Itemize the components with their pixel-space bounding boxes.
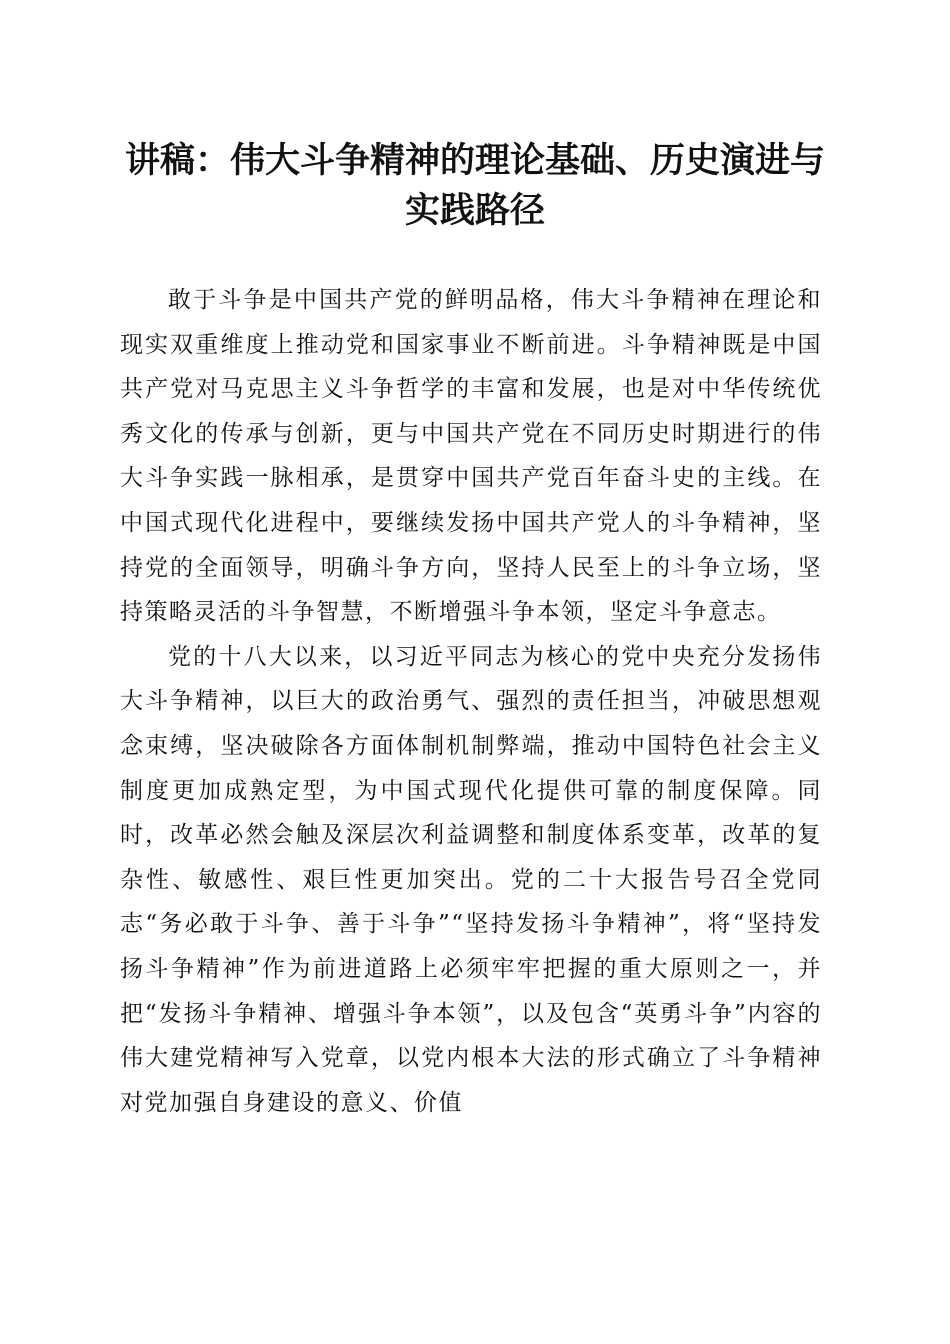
body-text bbox=[120, 278, 822, 1125]
paragraph-2: 党的十八大以来，以习近平同志为核心的党中央充分发扬伟大斗争精神，以巨大的政治勇气、强烈的责任担当，冲破思想观念束缚，坚决破除各方面体制机制弊端，推动中国特色社会主义制度更加成熟定型，为中国式现代化提供可靠的制度保障。同时，改革必然会触及深层次利益调整和制度体系变革，改革的复杂性、敏感性、艰巨性更加突出。党的二十大报告号召全党同志“务必敢于斗争、善于斗争”“坚持发扬斗争精神”，将“坚持发扬斗争精神”作为前进道路上必须牢牢把握的重大原则之一，并把“发扬斗争精神、增强斗争本领”，以及包含“英勇斗争”内容的伟大建党精神写入党章，以党内根本大法的形式确立了斗争精神对党加强自身建设的意义、价值 bbox=[120, 643, 822, 1116]
title-line-1: 讲稿：伟大斗争精神的理论基础、历史演进与 bbox=[124, 140, 825, 181]
page-title bbox=[110, 136, 840, 236]
paragraph-1: 敢于斗争是中国共产党的鲜明品格，伟大斗争精神在理论和现实双重维度上推动党和国家事业不断前进。斗争精神既是中国共产党对马克思主义斗争哲学的丰富和发展，也是对中华传统优秀文化的传承与创新，更与中国共产党在不同历史时期进行的伟大斗争实践一脉相承，是贯穿中国共产党百年奋斗史的主线。在中国式现代化进程中，要继续发扬中国共产党人的斗争精神，坚持党的全面领导，明确斗争方向，坚持人民至上的斗争立场，坚持策略灵活的斗争智慧，不断增强斗争本领，坚定斗争意志。 bbox=[120, 287, 822, 626]
title-line-2: 实践路径 bbox=[404, 190, 545, 231]
